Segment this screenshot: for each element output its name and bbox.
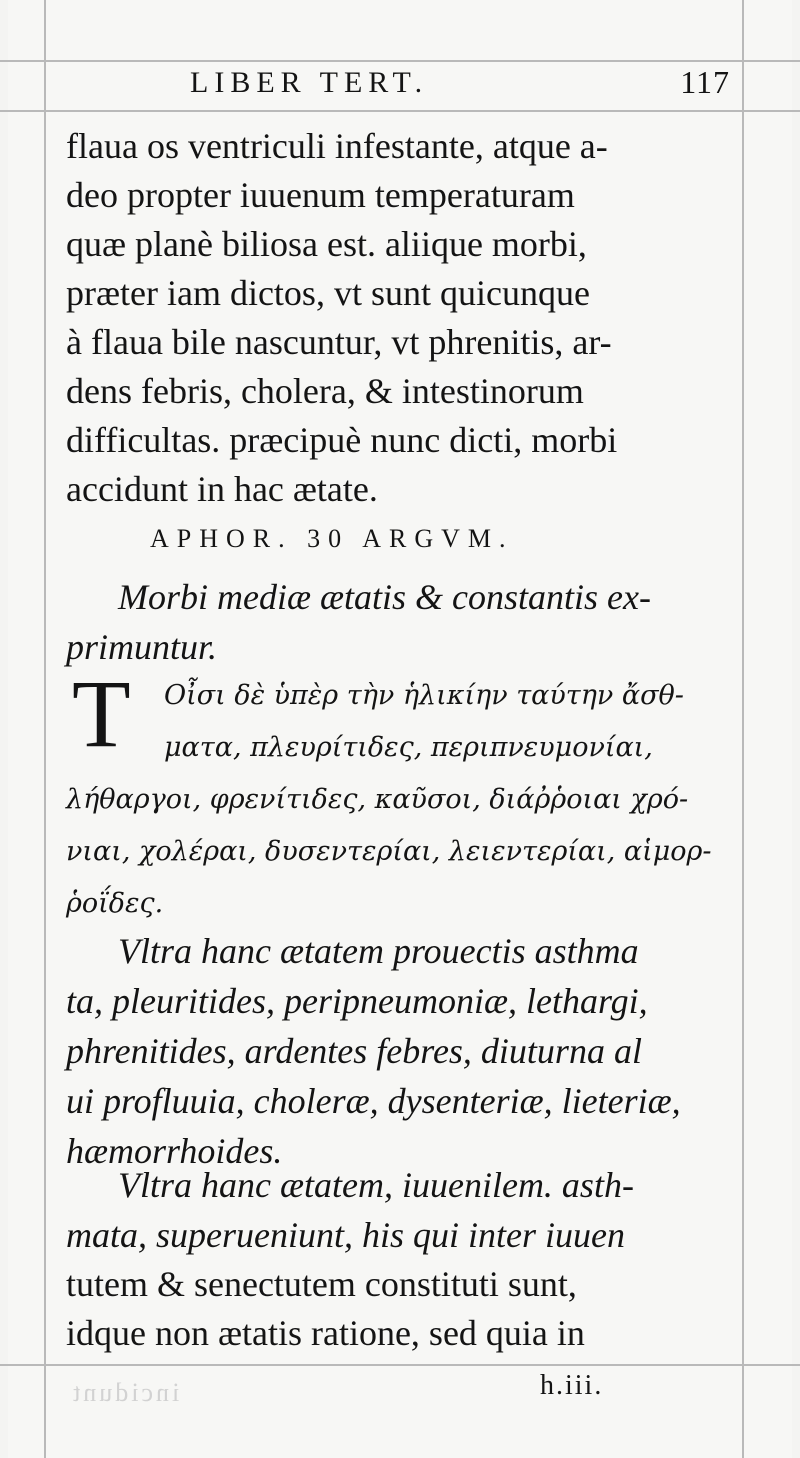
running-title: LIBER TERT. [190, 66, 429, 99]
text-line: dens febris, cholera, & intestinorum [66, 371, 584, 411]
text-line: præter iam dictos, vt sunt quicunque [66, 273, 590, 313]
text-line: Vltra hanc ætatem, iuuenilem. asth- [118, 1165, 634, 1205]
greek-aphorism [66, 660, 736, 930]
text-line: flaua os ventriculi infestante, atque a- [66, 126, 608, 166]
greek-line: ῥοΐδες. [66, 888, 164, 919]
aphorism-heading: APHOR. 30 ARGVM. [150, 524, 514, 553]
text-line: à flaua bile nascuntur, vt phrenitis, ar- [66, 322, 612, 362]
text-line: Vltra hanc ætatem prouectis asthma [118, 931, 639, 971]
page-edge-line-left [44, 0, 46, 1458]
text-line: deo propter iuuenum temperaturam [66, 175, 575, 215]
drop-cap: T [72, 660, 131, 767]
page-edge-line-right [742, 0, 744, 1458]
signature-mark: h.iii. [540, 1370, 604, 1401]
greek-line: ματα, πλευρίτιδες, περιπνευμονίαι, [164, 732, 653, 763]
paragraph-translation-2 [66, 1160, 736, 1358]
page-edge-line-bottom [0, 1364, 800, 1366]
text-line: hæmorrhoides. [66, 1131, 283, 1171]
text-line: primuntur. [66, 627, 218, 667]
text-line: idque non ætatis ratione, sed quia in [66, 1313, 585, 1353]
greek-line: λήθαργοι, φρενίτιδες, καῦσοι, διάῤῥοιαι χρό- [66, 784, 689, 815]
bleed-through-text: incidunt [70, 1378, 180, 1407]
paragraph-commentary [66, 122, 736, 514]
greek-text [66, 660, 736, 930]
text-line: mata, superueniunt, his qui inter iuuen [66, 1215, 625, 1255]
text-line: tutem & senectutem constituti sunt, [66, 1264, 577, 1304]
text-line: ta, pleuritides, peripneumoniæ, lethargi, [66, 981, 648, 1021]
text-line: phrenitides, ardentes febres, diuturna al [66, 1031, 642, 1071]
text-line: difficultas. præcipuè nunc dicti, morbi [66, 420, 618, 460]
text-line: quæ planè biliosa est. aliique morbi, [66, 224, 587, 264]
text-line: accidunt in hac ætate. [66, 469, 378, 509]
text-line: Morbi mediæ ætatis & constantis ex- [118, 577, 651, 617]
page-number: 117 [680, 64, 730, 100]
greek-line: νιαι, χολέραι, δυσεντερίαι, λειεντερίαι, αἱμορ- [66, 836, 712, 867]
greek-line: Οἶσι δὲ ὑπὲρ τὴν ἡλικίην ταύτην ἄσθ- [164, 680, 684, 711]
running-header [70, 60, 730, 106]
paragraph-translation-1 [66, 926, 736, 1176]
header-rule [0, 110, 800, 112]
text-line: ui profluuia, choleræ, dysenteriæ, lieteriæ, [66, 1081, 681, 1121]
argument-text [66, 572, 738, 672]
